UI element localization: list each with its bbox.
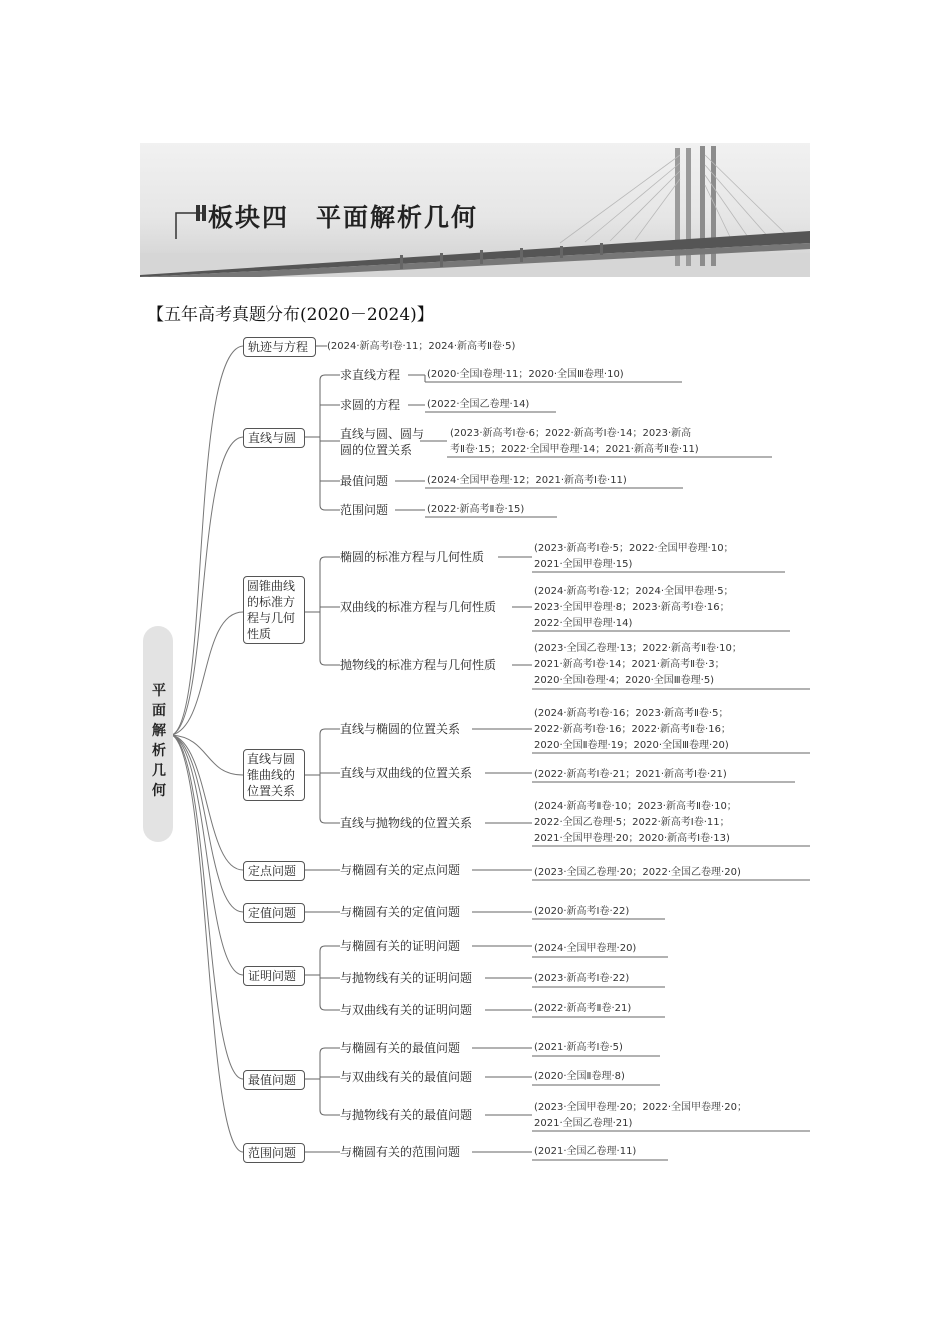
subtopic-label: 求圆的方程 [340,398,401,412]
subtopic-label: 与抛物线有关的证明问题 [340,971,473,985]
root-char: 析 [152,743,166,759]
category-fixed-point: 定点问题 [243,861,305,881]
exam-reference: 2020·全国Ⅱ卷理·19；2020·全国Ⅲ卷理·20) [534,740,729,751]
exam-reference: (2024·全国甲卷理·12；2021·新高考Ⅰ卷·11) [427,475,627,486]
category-fixed-value: 定值问题 [243,903,305,923]
subtopic-label: 最值问题 [340,474,389,488]
subtopic-label: 圆的位置关系 [340,443,413,457]
exam-reference: 考Ⅱ卷·15；2022·全国甲卷理·14；2021·新高考Ⅱ卷·11) [450,444,699,455]
category-label-line: 位置关系 [247,784,296,798]
root-char: 何 [152,783,166,799]
category-label-line: 锥曲线的 [247,768,296,782]
exam-reference: (2020·全国Ⅰ卷理·11；2020·全国Ⅲ卷理·10) [427,369,624,380]
exam-reference: 2021·全国甲卷理·15) [534,559,633,570]
exam-reference: (2021·新高考Ⅰ卷·5) [534,1042,623,1053]
subtopic-label: 直线与椭圆的位置关系 [340,722,461,736]
subtopic-label: 与抛物线有关的最值问题 [340,1108,473,1122]
exam-reference: 2021·全国甲卷理·20；2020·新高考Ⅰ卷·13) [534,833,730,844]
subtopic-label: 与椭圆有关的证明问题 [340,939,461,953]
subtopic-label: 抛物线的标准方程与几何性质 [340,658,497,672]
root-char: 解 [152,723,166,739]
section-title: 【五年高考真题分布(2020－2024)】 [147,305,434,325]
exam-reference: (2023·全国乙卷理·20；2022·全国乙卷理·20) [534,867,741,878]
exam-reference: 2023·全国甲卷理·8；2023·新高考Ⅰ卷·16； [534,602,730,613]
exam-reference: (2023·全国乙卷理·13；2022·新高考Ⅱ卷·10； [534,643,742,654]
subtopic-label: 直线与双曲线的位置关系 [340,766,473,780]
exam-reference: 2020·全国Ⅰ卷理·4；2020·全国Ⅲ卷理·5) [534,675,715,686]
exam-reference: (2023·新高考Ⅰ卷·5；2022·全国甲卷理·10； [534,543,734,554]
exam-reference: (2024·新高考Ⅰ卷·16；2023·新高考Ⅱ卷·5； [534,708,729,719]
exam-reference: (2024·新高考Ⅰ卷·11；2024·新高考Ⅱ卷·5) [327,341,516,352]
root-char: 平 [152,683,166,699]
exam-reference: (2020·新高考Ⅰ卷·22) [534,906,630,917]
root-char: 面 [152,703,166,719]
exam-reference: (2022·新高考Ⅰ卷·21；2021·新高考Ⅰ卷·21) [534,769,727,780]
subtopic-label: 与椭圆有关的最值问题 [340,1041,461,1055]
exam-reference: 2021·新高考Ⅰ卷·14；2021·新高考Ⅱ卷·3； [534,659,725,670]
category-range: 范围问题 [243,1143,305,1163]
page-title: 板块四 平面解析几何 [208,203,479,232]
exam-reference: (2024·新高考Ⅱ卷·10；2023·新高考Ⅱ卷·10； [534,801,737,812]
subtopic-label: 直线与抛物线的位置关系 [340,816,473,830]
category-trajectory: 轨迹与方程 [243,337,316,357]
subtopic-label: 范围问题 [340,503,389,517]
subtopic-label: 直线与圆、圆与 [340,427,425,441]
exam-reference: (2024·全国甲卷理·20) [534,943,637,954]
exam-reference: (2021·全国乙卷理·11) [534,1146,637,1157]
exam-reference: 2022·新高考Ⅰ卷·16；2022·新高考Ⅱ卷·16； [534,724,731,735]
exam-reference: (2024·新高考Ⅰ卷·12；2024·全国甲卷理·5； [534,586,734,597]
subtopic-label: 与椭圆有关的定点问题 [340,863,461,877]
exam-reference: 2021·全国乙卷理·21) [534,1118,633,1129]
category-line-circle: 直线与圆 [243,428,305,448]
category-label-line: 圆锥曲线 [247,579,296,593]
category-conic-standard [243,576,305,644]
exam-reference: (2020·全国Ⅱ卷理·8) [534,1071,625,1082]
root-char: 几 [152,763,166,779]
exam-reference: (2023·新高考Ⅰ卷·22) [534,973,630,984]
subtopic-label: 求直线方程 [340,368,401,382]
exam-reference: (2022·全国乙卷理·14) [427,399,530,410]
category-label-line: 性质 [247,627,272,641]
category-proof: 证明问题 [243,966,305,986]
exam-reference: 2022·全国甲卷理·14) [534,618,633,629]
category-extremum: 最值问题 [243,1070,305,1090]
exam-reference: (2022·新高考Ⅱ卷·15) [427,504,525,515]
category-label-line: 直线与圆 [247,752,296,766]
exam-reference: (2023·全国甲卷理·20；2022·全国甲卷理·20； [534,1102,747,1113]
category-line-conic [243,749,305,801]
exam-reference: (2022·新高考Ⅱ卷·21) [534,1003,632,1014]
subtopic-label: 双曲线的标准方程与几何性质 [340,600,497,614]
subtopic-label: 与椭圆有关的范围问题 [340,1145,461,1159]
exam-reference: (2023·新高考Ⅰ卷·6；2022·新高考Ⅰ卷·14；2023·新高 [450,428,692,439]
subtopic-label: 与双曲线有关的证明问题 [340,1003,473,1017]
category-label-line: 的标准方 [247,595,296,609]
subtopic-label: 椭圆的标准方程与几何性质 [340,550,485,564]
exam-reference: 2022·全国乙卷理·5；2022·新高考Ⅰ卷·11； [534,817,730,828]
subtopic-label: 与双曲线有关的最值问题 [340,1070,473,1084]
subtopic-label: 与椭圆有关的定值问题 [340,905,461,919]
category-label-line: 程与几何 [247,611,296,625]
